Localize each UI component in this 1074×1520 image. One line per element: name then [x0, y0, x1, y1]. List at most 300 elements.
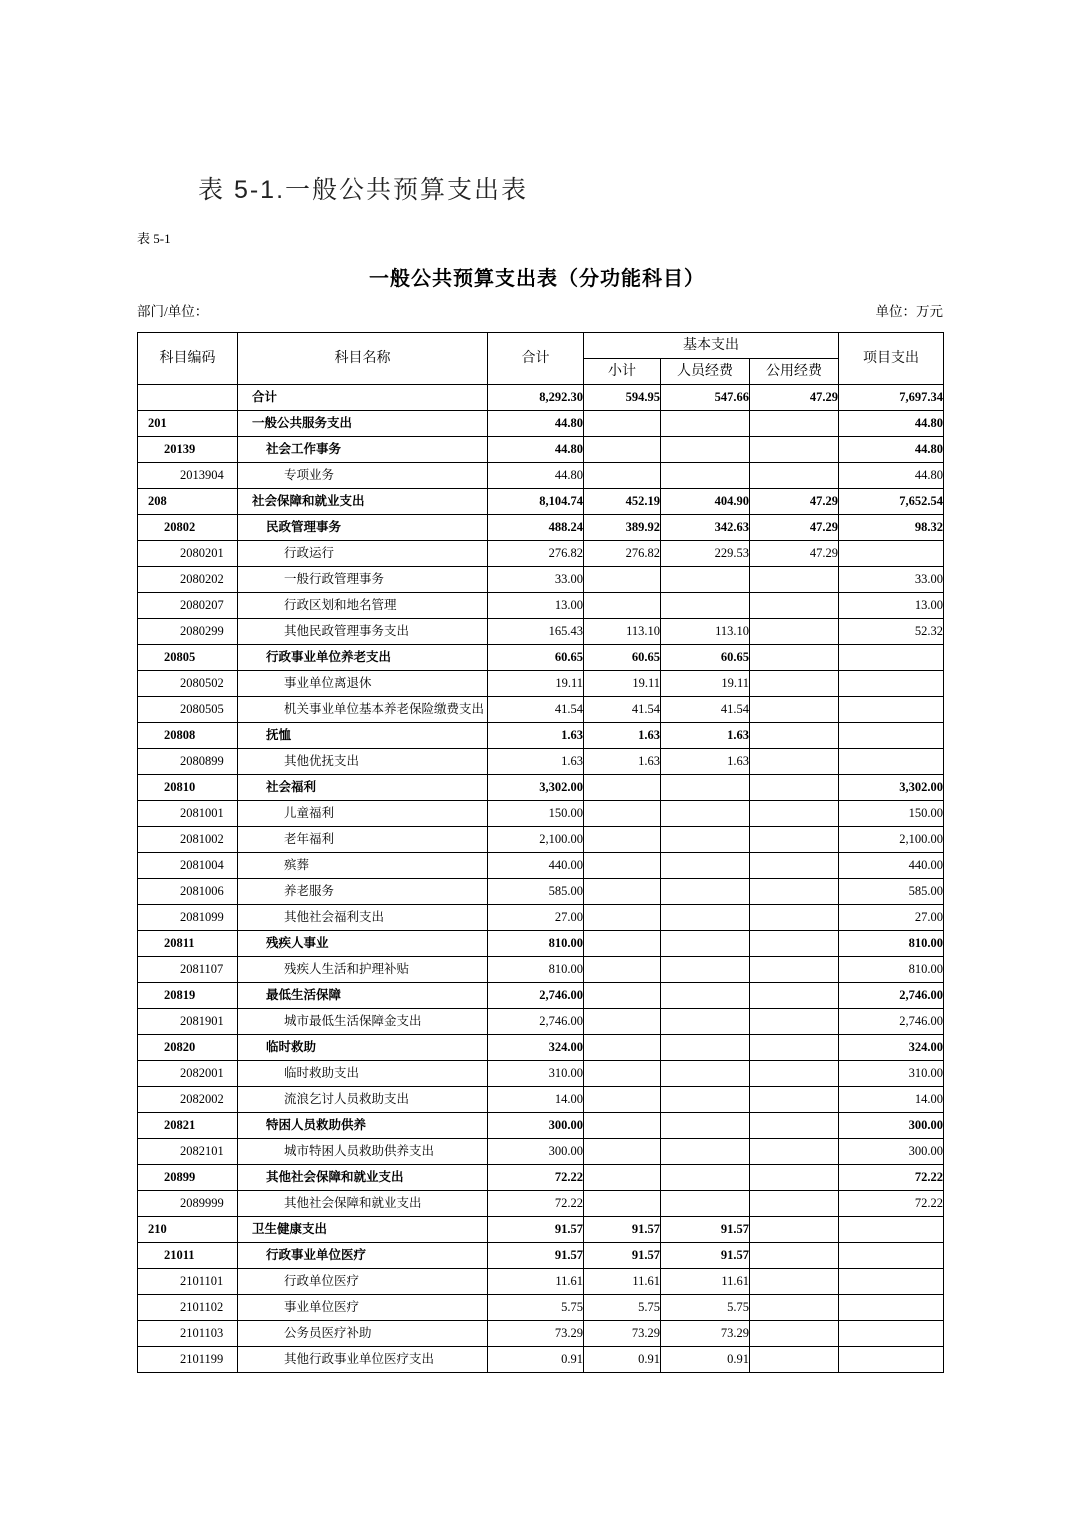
cell-name: 殡葬	[238, 853, 488, 879]
cell-project	[839, 749, 944, 775]
cell-code	[138, 385, 238, 411]
cell-project: 300.00	[839, 1139, 944, 1165]
table-row	[138, 1243, 944, 1269]
cell-subtotal	[584, 983, 661, 1009]
table-row	[138, 1139, 944, 1165]
cell-code: 2082101	[138, 1139, 238, 1165]
table-row	[138, 749, 944, 775]
table-row	[138, 1295, 944, 1321]
cell-project: 300.00	[839, 1113, 944, 1139]
cell-personnel	[661, 1191, 750, 1217]
cell-project	[839, 671, 944, 697]
cell-public	[750, 1347, 839, 1373]
cell-public	[750, 801, 839, 827]
cell-total: 1.63	[488, 723, 584, 749]
cell-subtotal: 91.57	[584, 1243, 661, 1269]
table-row	[138, 1061, 944, 1087]
cell-name: 行政事业单位养老支出	[238, 645, 488, 671]
cell-total: 14.00	[488, 1087, 584, 1113]
cell-total: 488.24	[488, 515, 584, 541]
cell-name: 残疾人生活和护理补贴	[238, 957, 488, 983]
cell-project: 150.00	[839, 801, 944, 827]
cell-name: 卫生健康支出	[238, 1217, 488, 1243]
cell-project: 3,302.00	[839, 775, 944, 801]
cell-name: 临时救助支出	[238, 1061, 488, 1087]
cell-public	[750, 1087, 839, 1113]
col-header-code: 科目编码	[138, 333, 238, 385]
cell-total: 27.00	[488, 905, 584, 931]
cell-personnel	[661, 1009, 750, 1035]
cell-subtotal	[584, 879, 661, 905]
cell-total: 165.43	[488, 619, 584, 645]
cell-subtotal	[584, 827, 661, 853]
cell-code: 2101103	[138, 1321, 238, 1347]
cell-personnel	[661, 905, 750, 931]
cell-name: 民政管理事务	[238, 515, 488, 541]
cell-subtotal	[584, 1191, 661, 1217]
cell-project: 810.00	[839, 931, 944, 957]
cell-subtotal: 11.61	[584, 1269, 661, 1295]
cell-total: 810.00	[488, 931, 584, 957]
cell-total: 11.61	[488, 1269, 584, 1295]
cell-code: 2101199	[138, 1347, 238, 1373]
cell-subtotal	[584, 1009, 661, 1035]
cell-public	[750, 749, 839, 775]
cell-project: 810.00	[839, 957, 944, 983]
cell-project	[839, 1295, 944, 1321]
cell-name: 其他优抚支出	[238, 749, 488, 775]
cell-public	[750, 1269, 839, 1295]
cell-subtotal: 41.54	[584, 697, 661, 723]
cell-personnel	[661, 879, 750, 905]
table-row	[138, 541, 944, 567]
cell-project	[839, 645, 944, 671]
cell-personnel	[661, 463, 750, 489]
cell-name: 城市最低生活保障金支出	[238, 1009, 488, 1035]
cell-code: 2081006	[138, 879, 238, 905]
cell-code: 2081099	[138, 905, 238, 931]
cell-total: 13.00	[488, 593, 584, 619]
cell-public	[750, 411, 839, 437]
cell-project: 324.00	[839, 1035, 944, 1061]
cell-public	[750, 905, 839, 931]
cell-name: 城市特困人员救助供养支出	[238, 1139, 488, 1165]
cell-project: 585.00	[839, 879, 944, 905]
cell-name: 行政运行	[238, 541, 488, 567]
cell-subtotal	[584, 957, 661, 983]
cell-total: 2,746.00	[488, 983, 584, 1009]
table-row	[138, 983, 944, 1009]
cell-code: 2081901	[138, 1009, 238, 1035]
cell-name: 社会工作事务	[238, 437, 488, 463]
cell-personnel: 342.63	[661, 515, 750, 541]
cell-public	[750, 723, 839, 749]
table-row	[138, 827, 944, 853]
cell-project: 44.80	[839, 463, 944, 489]
table-row	[138, 1165, 944, 1191]
table-row	[138, 411, 944, 437]
cell-name: 机关事业单位基本养老保险缴费支出	[238, 697, 488, 723]
table-row	[138, 775, 944, 801]
cell-name: 最低生活保障	[238, 983, 488, 1009]
cell-public	[750, 1009, 839, 1035]
cell-personnel	[661, 1165, 750, 1191]
cell-subtotal	[584, 567, 661, 593]
cell-code: 2080505	[138, 697, 238, 723]
cell-total: 60.65	[488, 645, 584, 671]
cell-project	[839, 1217, 944, 1243]
table-row	[138, 879, 944, 905]
table-row	[138, 931, 944, 957]
cell-total: 5.75	[488, 1295, 584, 1321]
cell-name: 特困人员救助供养	[238, 1113, 488, 1139]
table-row	[138, 515, 944, 541]
cell-public	[750, 957, 839, 983]
cell-total: 19.11	[488, 671, 584, 697]
cell-name: 社会福利	[238, 775, 488, 801]
table-row	[138, 489, 944, 515]
cell-personnel	[661, 1087, 750, 1113]
table-row	[138, 1191, 944, 1217]
table-row	[138, 1113, 944, 1139]
cell-subtotal: 19.11	[584, 671, 661, 697]
col-header-project: 项目支出	[839, 333, 944, 385]
cell-subtotal	[584, 411, 661, 437]
cell-total: 44.80	[488, 437, 584, 463]
cell-public	[750, 1035, 839, 1061]
table-body	[138, 385, 944, 1373]
cell-code: 2082001	[138, 1061, 238, 1087]
cell-project	[839, 723, 944, 749]
cell-total: 72.22	[488, 1191, 584, 1217]
cell-project: 2,100.00	[839, 827, 944, 853]
cell-subtotal: 452.19	[584, 489, 661, 515]
cell-personnel: 19.11	[661, 671, 750, 697]
cell-personnel	[661, 1061, 750, 1087]
cell-personnel	[661, 801, 750, 827]
cell-name: 行政单位医疗	[238, 1269, 488, 1295]
table-row	[138, 697, 944, 723]
cell-personnel	[661, 593, 750, 619]
cell-subtotal	[584, 1165, 661, 1191]
cell-name: 事业单位医疗	[238, 1295, 488, 1321]
cell-public	[750, 931, 839, 957]
cell-total: 810.00	[488, 957, 584, 983]
cell-subtotal	[584, 801, 661, 827]
cell-subtotal	[584, 463, 661, 489]
cell-personnel	[661, 827, 750, 853]
cell-total: 2,746.00	[488, 1009, 584, 1035]
cell-code: 20820	[138, 1035, 238, 1061]
cell-subtotal	[584, 1113, 661, 1139]
cell-code: 20899	[138, 1165, 238, 1191]
cell-personnel: 1.63	[661, 749, 750, 775]
cell-subtotal	[584, 775, 661, 801]
cell-personnel: 11.61	[661, 1269, 750, 1295]
cell-personnel: 41.54	[661, 697, 750, 723]
cell-personnel	[661, 853, 750, 879]
cell-name: 一般公共服务支出	[238, 411, 488, 437]
cell-total: 44.80	[488, 411, 584, 437]
cell-total: 2,100.00	[488, 827, 584, 853]
cell-subtotal	[584, 1035, 661, 1061]
cell-code: 20821	[138, 1113, 238, 1139]
cell-project	[839, 1269, 944, 1295]
cell-subtotal	[584, 593, 661, 619]
cell-name: 专项业务	[238, 463, 488, 489]
cell-personnel: 91.57	[661, 1243, 750, 1269]
cell-total: 8,292.30	[488, 385, 584, 411]
cell-project	[839, 1321, 944, 1347]
cell-name: 老年福利	[238, 827, 488, 853]
cell-personnel: 229.53	[661, 541, 750, 567]
cell-project: 33.00	[839, 567, 944, 593]
cell-code: 20802	[138, 515, 238, 541]
cell-name: 养老服务	[238, 879, 488, 905]
cell-public: 47.29	[750, 489, 839, 515]
cell-code: 2080502	[138, 671, 238, 697]
cell-subtotal	[584, 1087, 661, 1113]
cell-subtotal: 0.91	[584, 1347, 661, 1373]
cell-code: 210	[138, 1217, 238, 1243]
cell-personnel	[661, 775, 750, 801]
cell-code: 21011	[138, 1243, 238, 1269]
cell-personnel: 60.65	[661, 645, 750, 671]
cell-total: 440.00	[488, 853, 584, 879]
cell-code: 2082002	[138, 1087, 238, 1113]
cell-project: 44.80	[839, 437, 944, 463]
cell-subtotal: 594.95	[584, 385, 661, 411]
cell-personnel	[661, 1139, 750, 1165]
cell-name: 一般行政管理事务	[238, 567, 488, 593]
cell-name: 儿童福利	[238, 801, 488, 827]
table-row	[138, 801, 944, 827]
cell-project: 310.00	[839, 1061, 944, 1087]
cell-project: 13.00	[839, 593, 944, 619]
cell-subtotal: 1.63	[584, 749, 661, 775]
cell-subtotal	[584, 853, 661, 879]
cell-public	[750, 645, 839, 671]
cell-subtotal	[584, 1139, 661, 1165]
cell-public	[750, 1321, 839, 1347]
cell-project	[839, 697, 944, 723]
cell-total: 72.22	[488, 1165, 584, 1191]
cell-project: 27.00	[839, 905, 944, 931]
table-main-title: 一般公共预算支出表（分功能科目）	[369, 268, 705, 290]
cell-public: 47.29	[750, 385, 839, 411]
cell-code: 2081001	[138, 801, 238, 827]
cell-personnel: 113.10	[661, 619, 750, 645]
cell-personnel: 547.66	[661, 385, 750, 411]
table-row	[138, 593, 944, 619]
cell-total: 8,104.74	[488, 489, 584, 515]
cell-code: 20805	[138, 645, 238, 671]
cell-public	[750, 697, 839, 723]
cell-project: 7,697.34	[839, 385, 944, 411]
table-row	[138, 671, 944, 697]
cell-project: 72.22	[839, 1165, 944, 1191]
cell-project: 52.32	[839, 619, 944, 645]
cell-total: 310.00	[488, 1061, 584, 1087]
cell-public	[750, 1217, 839, 1243]
cell-subtotal: 389.92	[584, 515, 661, 541]
cell-code: 2080201	[138, 541, 238, 567]
cell-code: 2089999	[138, 1191, 238, 1217]
cell-subtotal	[584, 931, 661, 957]
cell-public	[750, 879, 839, 905]
table-row	[138, 463, 944, 489]
cell-code: 208	[138, 489, 238, 515]
cell-name: 其他社会保障和就业支出	[238, 1165, 488, 1191]
cell-total: 33.00	[488, 567, 584, 593]
cell-total: 1.63	[488, 749, 584, 775]
cell-code: 2080207	[138, 593, 238, 619]
cell-total: 585.00	[488, 879, 584, 905]
table-row	[138, 385, 944, 411]
table-row	[138, 1321, 944, 1347]
cell-personnel: 1.63	[661, 723, 750, 749]
cell-personnel: 404.90	[661, 489, 750, 515]
cell-total: 3,302.00	[488, 775, 584, 801]
cell-code: 20811	[138, 931, 238, 957]
cell-project: 44.80	[839, 411, 944, 437]
table-row	[138, 853, 944, 879]
table-row	[138, 619, 944, 645]
cell-name: 流浪乞讨人员救助支出	[238, 1087, 488, 1113]
cell-name: 其他社会保障和就业支出	[238, 1191, 488, 1217]
table-row	[138, 437, 944, 463]
cell-public	[750, 1295, 839, 1321]
cell-public	[750, 671, 839, 697]
cell-public	[750, 593, 839, 619]
cell-total: 0.91	[488, 1347, 584, 1373]
cell-project: 14.00	[839, 1087, 944, 1113]
cell-public	[750, 853, 839, 879]
cell-name: 社会保障和就业支出	[238, 489, 488, 515]
cell-total: 300.00	[488, 1113, 584, 1139]
col-header-subtotal: 小计	[584, 359, 661, 385]
cell-subtotal	[584, 905, 661, 931]
cell-name: 临时救助	[238, 1035, 488, 1061]
cell-code: 2080202	[138, 567, 238, 593]
cell-name: 抚恤	[238, 723, 488, 749]
cell-project: 72.22	[839, 1191, 944, 1217]
col-header-personnel: 人员经费	[661, 359, 750, 385]
cell-personnel	[661, 1113, 750, 1139]
table-row	[138, 1009, 944, 1035]
cell-subtotal: 1.63	[584, 723, 661, 749]
cell-subtotal	[584, 437, 661, 463]
table-row	[138, 1217, 944, 1243]
table-row	[138, 1087, 944, 1113]
col-header-basic: 基本支出	[584, 333, 839, 359]
department-label: 部门/单位：	[137, 304, 209, 319]
cell-code: 2081002	[138, 827, 238, 853]
table-row	[138, 957, 944, 983]
cell-personnel	[661, 1035, 750, 1061]
cell-personnel: 73.29	[661, 1321, 750, 1347]
cell-code: 2080299	[138, 619, 238, 645]
page-title: 表 5-1.一般公共预算支出表	[198, 176, 529, 204]
cell-project: 2,746.00	[839, 1009, 944, 1035]
cell-total: 300.00	[488, 1139, 584, 1165]
cell-total: 150.00	[488, 801, 584, 827]
cell-personnel	[661, 411, 750, 437]
cell-name: 行政事业单位医疗	[238, 1243, 488, 1269]
cell-code: 20819	[138, 983, 238, 1009]
cell-name: 其他社会福利支出	[238, 905, 488, 931]
cell-subtotal	[584, 1061, 661, 1087]
cell-name: 合计	[238, 385, 488, 411]
table-row	[138, 1035, 944, 1061]
cell-name: 公务员医疗补助	[238, 1321, 488, 1347]
cell-name: 其他民政管理事务支出	[238, 619, 488, 645]
cell-name: 残疾人事业	[238, 931, 488, 957]
cell-project	[839, 541, 944, 567]
table-code-label: 表 5-1	[137, 231, 171, 246]
cell-project	[839, 1243, 944, 1269]
table-row	[138, 1347, 944, 1373]
table-row	[138, 1269, 944, 1295]
table-row	[138, 723, 944, 749]
cell-code: 201	[138, 411, 238, 437]
cell-project: 98.32	[839, 515, 944, 541]
cell-personnel	[661, 957, 750, 983]
cell-public	[750, 983, 839, 1009]
cell-project: 7,652.54	[839, 489, 944, 515]
table-header	[138, 333, 944, 385]
cell-public: 47.29	[750, 515, 839, 541]
cell-project	[839, 1347, 944, 1373]
cell-personnel: 0.91	[661, 1347, 750, 1373]
cell-total: 44.80	[488, 463, 584, 489]
cell-code: 2013904	[138, 463, 238, 489]
cell-code: 2081004	[138, 853, 238, 879]
col-header-total: 合计	[488, 333, 584, 385]
cell-public	[750, 619, 839, 645]
cell-public	[750, 1243, 839, 1269]
cell-total: 91.57	[488, 1243, 584, 1269]
cell-subtotal: 91.57	[584, 1217, 661, 1243]
cell-personnel	[661, 567, 750, 593]
cell-personnel	[661, 437, 750, 463]
cell-name: 行政区划和地名管理	[238, 593, 488, 619]
cell-total: 324.00	[488, 1035, 584, 1061]
cell-code: 2080899	[138, 749, 238, 775]
cell-public	[750, 1165, 839, 1191]
cell-project: 440.00	[839, 853, 944, 879]
cell-personnel: 91.57	[661, 1217, 750, 1243]
cell-code: 20139	[138, 437, 238, 463]
cell-public	[750, 567, 839, 593]
cell-total: 276.82	[488, 541, 584, 567]
col-header-name: 科目名称	[238, 333, 488, 385]
table-row	[138, 567, 944, 593]
cell-total: 73.29	[488, 1321, 584, 1347]
cell-code: 20808	[138, 723, 238, 749]
cell-subtotal: 73.29	[584, 1321, 661, 1347]
cell-subtotal: 276.82	[584, 541, 661, 567]
cell-personnel	[661, 931, 750, 957]
cell-code: 2101101	[138, 1269, 238, 1295]
cell-name: 事业单位离退休	[238, 671, 488, 697]
table-row	[138, 905, 944, 931]
unit-label: 单位：万元	[875, 304, 943, 319]
col-header-public: 公用经费	[750, 359, 839, 385]
cell-total: 41.54	[488, 697, 584, 723]
cell-name: 其他行政事业单位医疗支出	[238, 1347, 488, 1373]
cell-total: 91.57	[488, 1217, 584, 1243]
